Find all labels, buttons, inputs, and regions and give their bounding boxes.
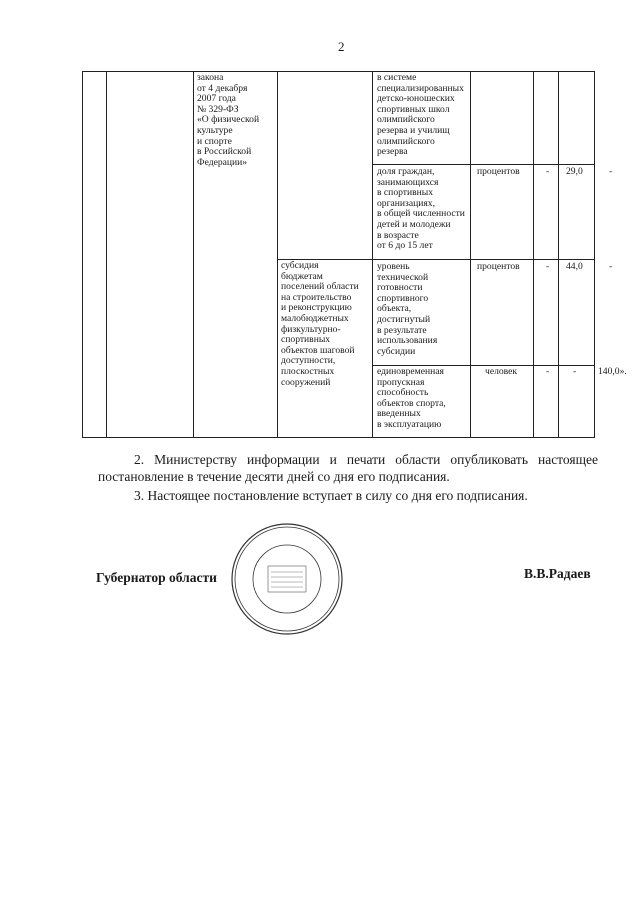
table-border-right (594, 71, 595, 438)
law-reference-cell: закона от 4 декабря 2007 года № 329-ФЗ «О физической культуре и спорте в Российской Федерации» (197, 72, 260, 168)
paragraph-effective-date: 3. Настоящее постановление вступает в силу со дня его подписания. (134, 488, 528, 503)
table-border-left (82, 71, 83, 438)
table-col-line (533, 71, 534, 438)
value-cell: 140,0». (598, 366, 627, 377)
table-row-rule (277, 259, 595, 260)
unit-cell: процентов (477, 166, 520, 177)
indicator-cell: уровень технической готовности спортивного объекта, достигнутый в результате использования субсидии (377, 261, 438, 357)
official-seal-stamp (230, 522, 344, 636)
value-cell: 29,0 (566, 166, 583, 177)
page-number: 2 (338, 39, 345, 54)
table-col-line (193, 71, 194, 438)
value-cell: - (573, 366, 577, 377)
indicator-cell: единовременная пропускная способность объектов спорта, введенных в эксплуатацию (377, 366, 446, 430)
signature-name: В.В.Радаев (524, 566, 591, 581)
paragraph-publication: 2. Министерству информации и печати области опубликовать настоящее постановление в течение десяти дней со дня его подписания. (98, 452, 598, 484)
value-cell: 44,0 (566, 261, 583, 272)
table-col-line (106, 71, 107, 438)
table-top-rule (82, 71, 595, 72)
subsidy-cell: субсидия бюджетам поселений области на строительство и реконструкцию малобюджетных физкультурно- спортивных объектов шаговой доступности, плоскостных сооружений (281, 260, 359, 388)
table-col-line (277, 71, 278, 438)
signature-position: Губернатор области (96, 570, 217, 585)
value-cell: - (609, 166, 613, 177)
table-col-line (470, 71, 471, 438)
table-bottom-rule (82, 437, 595, 438)
value-cell: - (609, 261, 613, 272)
table-col-line (558, 71, 559, 438)
table-col-line (372, 71, 373, 438)
continuation-table (0, 0, 640, 440)
indicator-cell: доля граждан, занимающихся в спортивных организациях, в общей численности детей и молодежи в возрасте от 6 до 15 лет (377, 166, 465, 252)
unit-cell: процентов (477, 261, 520, 272)
value-cell: - (546, 366, 550, 377)
value-cell: - (546, 261, 550, 272)
unit-cell: человек (485, 366, 518, 377)
value-cell: - (546, 166, 550, 177)
table-row-rule (372, 164, 595, 165)
indicator-cell: в системе специализированных детско-юношеских спортивных школ олимпийского резерва и училищ олимпийского резерва (377, 72, 464, 158)
